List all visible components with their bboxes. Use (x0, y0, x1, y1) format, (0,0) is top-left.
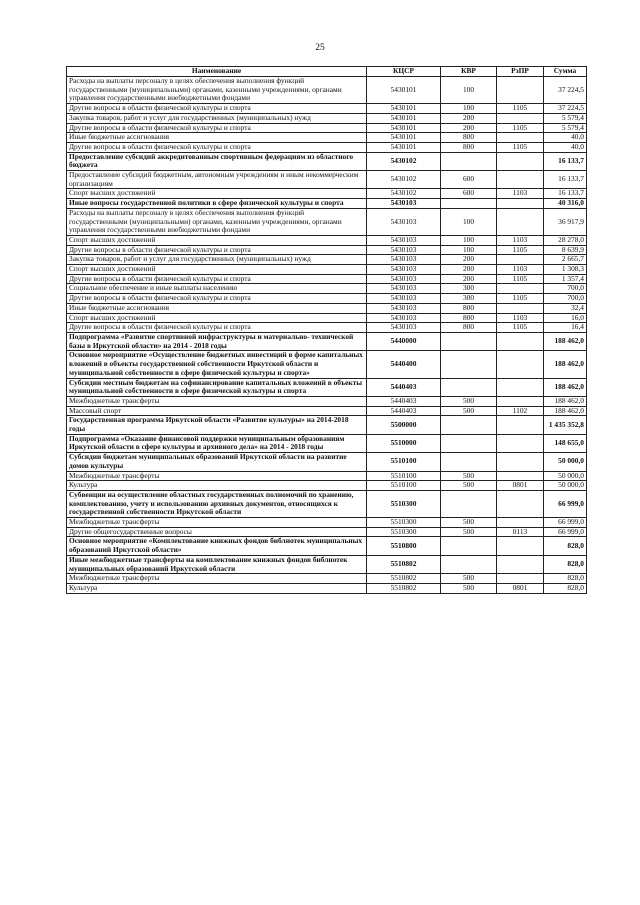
sum-cell: 16,0 (544, 313, 587, 323)
kvr-cell: 200 (441, 123, 497, 133)
name-cell: Спорт высших достижений (67, 189, 367, 199)
rzpr-cell (497, 351, 544, 378)
kvr-cell: 200 (441, 255, 497, 265)
table-row (67, 537, 587, 555)
kvr-cell (441, 351, 497, 378)
name-cell: Спорт высших достижений (67, 265, 367, 275)
kcsr-cell: 5430101 (367, 123, 441, 133)
rzpr-cell: 1103 (497, 235, 544, 245)
rzpr-cell: 1105 (497, 104, 544, 114)
sum-cell: 1 435 352,8 (544, 416, 587, 434)
kvr-cell: 300 (441, 294, 497, 304)
kvr-cell: 800 (441, 303, 497, 313)
table-row (67, 199, 587, 209)
rzpr-cell: 1105 (497, 142, 544, 152)
kcsr-cell: 5510800 (367, 537, 441, 555)
rzpr-cell (497, 208, 544, 235)
kcsr-cell: 5510100 (367, 453, 441, 471)
kcsr-cell: 5430101 (367, 104, 441, 114)
rzpr-cell (497, 434, 544, 452)
rzpr-cell (497, 537, 544, 555)
rzpr-cell (497, 490, 544, 517)
sum-cell: 66 999,0 (544, 518, 587, 528)
kvr-cell: 100 (441, 245, 497, 255)
kvr-cell: 500 (441, 518, 497, 528)
kvr-cell: 800 (441, 313, 497, 323)
rzpr-cell (497, 133, 544, 143)
sum-cell: 37 224,5 (544, 77, 587, 104)
sum-cell: 1 357,4 (544, 274, 587, 284)
kvr-cell: 200 (441, 274, 497, 284)
kvr-cell (441, 378, 497, 396)
rzpr-cell (497, 416, 544, 434)
header-kvr: КВР (441, 67, 497, 77)
table-row (67, 416, 587, 434)
name-cell: Другие вопросы в области физической культуры и спорта (67, 294, 367, 304)
sum-cell: 40,0 (544, 133, 587, 143)
kcsr-cell: 5430103 (367, 255, 441, 265)
name-cell: Спорт высших достижений (67, 313, 367, 323)
kcsr-cell: 5430101 (367, 113, 441, 123)
sum-cell: 700,0 (544, 294, 587, 304)
kvr-cell (441, 490, 497, 517)
sum-cell: 66 999,0 (544, 490, 587, 517)
sum-cell: 28 278,0 (544, 235, 587, 245)
kvr-cell: 500 (441, 406, 497, 416)
table-header-row (67, 67, 587, 77)
kcsr-cell: 5430103 (367, 199, 441, 209)
sum-cell: 32,4 (544, 303, 587, 313)
rzpr-cell (497, 518, 544, 528)
name-cell: Культура (67, 583, 367, 593)
kcsr-cell: 5510300 (367, 518, 441, 528)
rzpr-cell (497, 152, 544, 170)
kcsr-cell: 5510802 (367, 583, 441, 593)
name-cell: Культура (67, 481, 367, 491)
table-row (67, 152, 587, 170)
table-row (67, 294, 587, 304)
kcsr-cell: 5430102 (367, 152, 441, 170)
rzpr-cell: 0801 (497, 583, 544, 593)
table-row (67, 265, 587, 275)
kcsr-cell: 5430101 (367, 133, 441, 143)
kvr-cell: 600 (441, 171, 497, 189)
kvr-cell: 800 (441, 133, 497, 143)
header-kcsr: КЦСР (367, 67, 441, 77)
kcsr-cell: 5500000 (367, 416, 441, 434)
name-cell: Предоставление субсидий аккредитованным спортивным федерациям из областного бюджета (67, 152, 367, 170)
table-row (67, 142, 587, 152)
sum-cell: 50 000,0 (544, 471, 587, 481)
name-cell: Другие вопросы в области физической культуры и спорта (67, 245, 367, 255)
name-cell: Подпрограмма «Оказание финансовой поддержки муниципальным образованиям Иркутской области в сфере культуры и архивного дела» на 2014 - 2018 годы (67, 434, 367, 452)
kcsr-cell: 5430103 (367, 284, 441, 294)
rzpr-cell: 1103 (497, 189, 544, 199)
kvr-cell: 300 (441, 284, 497, 294)
kvr-cell (441, 434, 497, 452)
rzpr-cell: 1105 (497, 274, 544, 284)
rzpr-cell (497, 113, 544, 123)
name-cell: Закупка товаров, работ и услуг для государственных (муниципальных) нужд (67, 113, 367, 123)
kcsr-cell: 5430103 (367, 274, 441, 284)
sum-cell: 50 000,0 (544, 481, 587, 491)
sum-cell: 828,0 (544, 583, 587, 593)
kcsr-cell: 5440000 (367, 332, 441, 350)
kcsr-cell: 5430101 (367, 142, 441, 152)
kvr-cell (441, 332, 497, 350)
name-cell: Закупка товаров, работ и услуг для государственных (муниципальных) нужд (67, 255, 367, 265)
rzpr-cell (497, 396, 544, 406)
kcsr-cell: 5440403 (367, 406, 441, 416)
kcsr-cell: 5510802 (367, 574, 441, 584)
name-cell: Иные вопросы государственной политики в сфере физической культуры и спорта (67, 199, 367, 209)
name-cell: Расходы на выплаты персоналу в целях обеспечения выполнения функций государственными (муниципальными) органами, казенными учреждениями, органами управления государственными внебюджетными фондами (67, 77, 367, 104)
kvr-cell (441, 537, 497, 555)
kvr-cell: 600 (441, 189, 497, 199)
rzpr-cell (497, 574, 544, 584)
kcsr-cell: 5430103 (367, 313, 441, 323)
rzpr-cell: 1105 (497, 294, 544, 304)
kvr-cell (441, 199, 497, 209)
name-cell: Другие вопросы в области физической культуры и спорта (67, 323, 367, 333)
sum-cell: 16 133,7 (544, 189, 587, 199)
sum-cell: 188 462,0 (544, 406, 587, 416)
rzpr-cell (497, 332, 544, 350)
kvr-cell: 200 (441, 113, 497, 123)
kvr-cell: 100 (441, 208, 497, 235)
kcsr-cell: 5430102 (367, 171, 441, 189)
table-row (67, 378, 587, 396)
name-cell: Межбюджетные трансферты (67, 396, 367, 406)
header-rzpr: РзПР (497, 67, 544, 77)
kvr-cell: 100 (441, 104, 497, 114)
kcsr-cell: 5440403 (367, 378, 441, 396)
name-cell: Другие общегосударственные вопросы (67, 527, 367, 537)
kcsr-cell: 5510802 (367, 555, 441, 573)
kvr-cell: 100 (441, 235, 497, 245)
kvr-cell (441, 555, 497, 573)
kcsr-cell: 5430103 (367, 303, 441, 313)
table-row (67, 574, 587, 584)
sum-cell: 8 639,9 (544, 245, 587, 255)
sum-cell: 37 224,5 (544, 104, 587, 114)
rzpr-cell (497, 171, 544, 189)
table-row (67, 555, 587, 573)
name-cell: Подпрограмма «Развитие спортивной инфраструктуры и материально- технической базы в Иркутской области» на 2014 - 2018 годы (67, 332, 367, 350)
kcsr-cell: 5430103 (367, 323, 441, 333)
rzpr-cell: 1105 (497, 245, 544, 255)
sum-cell: 50 000,0 (544, 453, 587, 471)
name-cell: Основное мероприятие «Комплектование книжных фондов библиотек муниципальных образований Иркутской области» (67, 537, 367, 555)
table-row (67, 208, 587, 235)
name-cell: Другие вопросы в области физической культуры и спорта (67, 274, 367, 284)
name-cell: Межбюджетные трансферты (67, 518, 367, 528)
sum-cell: 40,0 (544, 142, 587, 152)
table-row (67, 453, 587, 471)
name-cell: Иные межбюджетные трансферты на комплектование книжных фондов библиотек муниципальных образований Иркутской области (67, 555, 367, 573)
rzpr-cell: 1105 (497, 323, 544, 333)
table-row (67, 471, 587, 481)
table-row (67, 113, 587, 123)
sum-cell: 188 462,0 (544, 351, 587, 378)
rzpr-cell (497, 378, 544, 396)
rzpr-cell: 0113 (497, 527, 544, 537)
rzpr-cell: 0801 (497, 481, 544, 491)
budget-table (66, 66, 587, 594)
kvr-cell: 800 (441, 323, 497, 333)
sum-cell: 1 308,3 (544, 265, 587, 275)
kvr-cell (441, 416, 497, 434)
header-name: Наименование (67, 67, 367, 77)
name-cell: Субсидии бюджетам муниципальных образований Иркутской области на развитие домов культуры (67, 453, 367, 471)
rzpr-cell (497, 555, 544, 573)
name-cell: Расходы на выплаты персоналу в целях обеспечения выполнения функций государственными (муниципальными) органами, казенными учреждениями, органами управления государственными внебюджетными фондами (67, 208, 367, 235)
kcsr-cell: 5440403 (367, 396, 441, 406)
header-sum: Сумма (544, 67, 587, 77)
rzpr-cell (497, 453, 544, 471)
sum-cell: 40 316,0 (544, 199, 587, 209)
rzpr-cell: 1103 (497, 265, 544, 275)
kvr-cell: 100 (441, 77, 497, 104)
table-row (67, 518, 587, 528)
table-row (67, 490, 587, 517)
table-row (67, 77, 587, 104)
table-row (67, 434, 587, 452)
kcsr-cell: 5510300 (367, 490, 441, 517)
rzpr-cell (497, 303, 544, 313)
kvr-cell: 500 (441, 471, 497, 481)
sum-cell: 148 655,0 (544, 434, 587, 452)
rzpr-cell: 1102 (497, 406, 544, 416)
rzpr-cell (497, 77, 544, 104)
kvr-cell (441, 453, 497, 471)
kcsr-cell: 5440400 (367, 351, 441, 378)
name-cell: Основное мероприятие «Осуществление бюджетных инвестиций в форме капитальных вложений в объекты государственной собственности Иркутской области и муниципальной собственности в сфере физической культуры и спорта» (67, 351, 367, 378)
kvr-cell: 500 (441, 396, 497, 406)
name-cell: Другие вопросы в области физической культуры и спорта (67, 123, 367, 133)
sum-cell: 828,0 (544, 555, 587, 573)
kcsr-cell: 5430103 (367, 245, 441, 255)
sum-cell: 66 999,0 (544, 527, 587, 537)
table-row (67, 171, 587, 189)
table-row (67, 583, 587, 593)
name-cell: Другие вопросы в области физической культуры и спорта (67, 142, 367, 152)
sum-cell: 5 579,4 (544, 123, 587, 133)
sum-cell: 188 462,0 (544, 378, 587, 396)
table-row (67, 303, 587, 313)
kcsr-cell: 5430102 (367, 189, 441, 199)
kvr-cell (441, 152, 497, 170)
kvr-cell: 500 (441, 574, 497, 584)
kvr-cell: 500 (441, 527, 497, 537)
name-cell: Государственная программа Иркутской области «Развитие культуры» на 2014-2018 годы (67, 416, 367, 434)
name-cell: Массовый спорт (67, 406, 367, 416)
sum-cell: 2 665,7 (544, 255, 587, 265)
name-cell: Предоставление субсидий бюджетным, автономным учреждениям и иным некоммерческим организациям (67, 171, 367, 189)
sum-cell: 36 917,9 (544, 208, 587, 235)
name-cell: Иные бюджетные ассигнования (67, 133, 367, 143)
sum-cell: 188 462,0 (544, 332, 587, 350)
table-row (67, 104, 587, 114)
kvr-cell: 200 (441, 265, 497, 275)
kcsr-cell: 5510000 (367, 434, 441, 452)
name-cell: Субвенции на осуществление областных государственных полномочий по хранению, комплектованию, учету и использованию архивных документов, относящихся к государственной собственности Иркутской области (67, 490, 367, 517)
kcsr-cell: 5430103 (367, 235, 441, 245)
sum-cell: 16 133,7 (544, 152, 587, 170)
table-row (67, 481, 587, 491)
sum-cell: 16,4 (544, 323, 587, 333)
sum-cell: 828,0 (544, 537, 587, 555)
table-body (67, 77, 587, 594)
name-cell: Межбюджетные трансферты (67, 471, 367, 481)
kcsr-cell: 5510300 (367, 527, 441, 537)
page-number: 25 (315, 43, 325, 53)
sum-cell: 188 462,0 (544, 396, 587, 406)
sum-cell: 16 133,7 (544, 171, 587, 189)
name-cell: Иные бюджетные ассигнования (67, 303, 367, 313)
table-row (67, 351, 587, 378)
kcsr-cell: 5430103 (367, 294, 441, 304)
kcsr-cell: 5430101 (367, 77, 441, 104)
kcsr-cell: 5510100 (367, 481, 441, 491)
table-row (67, 332, 587, 350)
kcsr-cell: 5510100 (367, 471, 441, 481)
name-cell: Субсидии местным бюджетам на софинансирование капитальных вложений в объекты муниципальной собственности в сфере физической культуры и спорта (67, 378, 367, 396)
sum-cell: 828,0 (544, 574, 587, 584)
name-cell: Другие вопросы в области физической культуры и спорта (67, 104, 367, 114)
kcsr-cell: 5430103 (367, 265, 441, 275)
table-row (67, 133, 587, 143)
kvr-cell: 500 (441, 481, 497, 491)
name-cell: Межбюджетные трансферты (67, 574, 367, 584)
rzpr-cell (497, 199, 544, 209)
kvr-cell: 800 (441, 142, 497, 152)
sum-cell: 5 579,4 (544, 113, 587, 123)
table-row (67, 396, 587, 406)
table-row (67, 235, 587, 245)
sum-cell: 700,0 (544, 284, 587, 294)
rzpr-cell: 1105 (497, 123, 544, 133)
name-cell: Социальное обеспечение и иные выплаты населению (67, 284, 367, 294)
kvr-cell: 500 (441, 583, 497, 593)
name-cell: Спорт высших достижений (67, 235, 367, 245)
rzpr-cell: 1103 (497, 313, 544, 323)
kcsr-cell: 5430103 (367, 208, 441, 235)
